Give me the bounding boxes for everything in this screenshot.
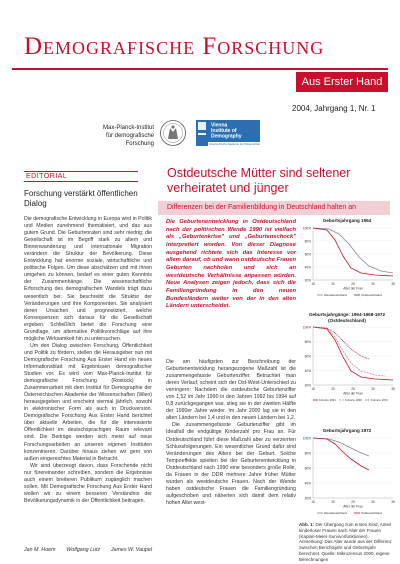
xlabel: Alter der Frau — [343, 391, 363, 396]
figure-caption — [299, 522, 393, 563]
masthead — [0, 0, 400, 72]
vid-logo — [196, 120, 260, 146]
legend-item: Westdeutschland — [324, 510, 347, 515]
ytick: 80% — [304, 239, 311, 243]
article-headline: Ostdeutsche Mütter sind seltener verheiratet und jünger — [167, 166, 351, 195]
legend-item: Ostdeutschland — [361, 510, 382, 515]
legend-item: Westdeutschland — [324, 292, 347, 297]
ytick: 40% — [304, 265, 311, 269]
xtick: 30 — [371, 499, 375, 504]
series-1964-line — [313, 327, 393, 380]
editorial-paragraph: Die demografische Entwicklung in Europa wird in Politik und Medien zunehmend thematisiert, und das aus gutem Grund. Die Geburtenraten sind sehr niedrig; die Gesellschaft ist im Begriff stark zu altern und Binnenwanderung und internationale Migration verändern die Struktur der Bevölkerung. Diese Entwicklung hat enorme soziale, wirtschaftliche und politische Folgen. Um diese abschätzen und mit ihnen umgehen zu können, bedarf es einer guten Kenntnis der Zusammenhänge. Die wissenschaftliche Erforschung des demografischen Wandels trägt dazu wesentlich bei: Sie beschreibt die Struktur der Veränderungen und ihre Komponenten. Sie analysiert deren Ursachen und prognostiziert, welche Konsequenzen sich daraus für die Gesellschaft ergeben. Schließlich bietet die Forschung eine Grundlage, um alternative Politikvorschläge auf ihre mögliche Wirksamkeit hin zu untersuchen. — [24, 216, 152, 342]
masthead-title — [24, 33, 324, 61]
mpi-name-line2: für demografische Forschung — [105, 133, 154, 147]
masthead-rule — [12, 68, 388, 70]
ytick: 80% — [304, 340, 311, 344]
chart-1964 — [299, 218, 395, 298]
series-west-line — [313, 228, 393, 273]
xtick: 15 — [311, 281, 315, 286]
ytick: 100% — [302, 325, 311, 330]
mpi-logo — [153, 119, 193, 147]
xtick: 35 — [391, 281, 395, 286]
xtick: 25 — [351, 281, 355, 286]
xtick: 30 — [371, 387, 375, 391]
masthead-title-text: Demografische Forschung — [24, 33, 325, 60]
chart-title: Geburtsjahrgang 1964 — [322, 218, 372, 223]
article-paragraph: Die am häufigsten zur Beschreibung der Geburtenentwicklung herangezogene Maßzahl ist die zusammengefasste Geburtenziffer. Betrachtet man deren Verlauf, scheint sich der Ost-West-Unterschied zu verringern: Nachdem die ostdeutsche Geburtenziffer von 1,52 im Jahr 1990 in den Jahren 1992 bis 1994 auf 0,8 zurückgegangen war, stieg sie in der zweiten Hälfte der 1990er Jahre wieder. Im Jahr 2000 lag sie in den alten Ländern bei 1,4 und in den neuen Ländern bei 1,2. — [166, 359, 296, 422]
vid-line2: Institute of — [211, 128, 237, 134]
xtick: 25 — [351, 499, 355, 504]
xlabel: Alter der Frau — [343, 286, 363, 290]
xtick: 35 — [391, 499, 395, 504]
article-subheadline: Differenzen bei der Familienbildung in Deutschland halten an — [158, 201, 390, 215]
vid-line3: Demography — [211, 133, 242, 140]
author: Jan M. Hoem — [24, 547, 56, 553]
xtick: 20 — [331, 499, 335, 504]
ytick: 20% — [304, 278, 311, 282]
series-1968-line — [313, 327, 385, 376]
legend-item: Kohorte 1968 — [345, 398, 362, 402]
caption-label: Abb. 1: — [299, 522, 315, 527]
chart-cohorts-east — [299, 312, 395, 403]
xtick: 15 — [311, 499, 315, 504]
vid-line1: Vienna — [211, 122, 228, 129]
article-body — [166, 359, 296, 507]
ytick: 60% — [304, 252, 311, 256]
legend-item: Kohorte 1972 — [371, 398, 388, 402]
author: James W. Vaupel — [110, 547, 152, 553]
article-lead: Die Geburtenentwicklung in Ostdeutschland nach der politischen Wende 1990 ist vielfach als „Geburtenkrise" und „Geburtenschock" interpretiert worden. Von dieser Diagnose ausgehend richtete sich das Interesse vor allem darauf, ob und wann ostdeutsche Frauen Geburten nachholen und sich an westdeutsche Verhältnisse anpassen würden. Neue Analysen zeigen jedoch, dass sich die Familiengründung in den neuen Bundesländern weiter von der in den alten Ländern unterscheidet. — [166, 219, 296, 310]
ytick: 80% — [304, 451, 311, 455]
ytick: 40% — [304, 481, 311, 485]
ytick: 60% — [304, 354, 311, 359]
chart-title: Geburtsjahrgänge: 1964-1968-1972 (Ostdeutschland) — [308, 312, 386, 323]
series-east-line — [313, 228, 393, 276]
editorial-authors — [24, 547, 152, 553]
ytick: 100% — [302, 226, 311, 230]
editorial-paragraph: Wir sind überzeugt davon, dass Forschende nicht nur fürereinander schreiben, sondern die Ergebnisse auch einem breiteren Publikum zugänglich machen sollen. Mit Demografische Forschung Aus Erster Hand wollen wir zu einem besseren Verständnis der Bevölkerungsdynamik in der Öffentlichkeit beitragen. — [24, 462, 152, 504]
ytick: 60% — [304, 466, 311, 470]
mpi-name-line1: Max-Planck-Institut — [102, 125, 154, 131]
ytick: 100% — [302, 436, 311, 440]
legend-item: Ostdeutschland — [361, 292, 382, 297]
caption-text: Der Übergang zum ersten Kind; Anteil kinderloser Frauen nach Alter der Frauen (Kaplan-Meier-Survivorfunktionen). Anmerkung: Das Alter wurde aus der Differenz zwischen Berichtsjahr und Geburtsjahr berechnet. Quelle: Mikrozensus 2000, eigene Berechnungen — [299, 522, 392, 562]
xlabel: Alter der Frau — [343, 504, 363, 508]
chart-1972 — [299, 428, 395, 516]
series-1972-line — [313, 327, 369, 359]
xtick: 20 — [331, 281, 335, 286]
series-west-line — [313, 438, 369, 456]
chart-title: Geburtsjahrgang 1972 — [322, 428, 372, 433]
editorial-paragraph: Um den Dialog zwischen Forschung, Öffentlichkeit und Politik zu fördern, stellen die Herausgeber nun mit Demografische Forschung Aus Erster Hand ein neues Informationsblatt mit Ergebnissen demografischer Studien vor. Es wird vom Max-Planck-Institut für demografische Forschung (Rostock) in Zusammenarbeit mit dem Institut für Demographie der Österreichischen Akademie der Wissenschaften (Wien) herausgegeben und erscheint viermal jährlich, sowohl in elektronischer Form als auch in Druckversion. Demografische Forschung Aus Erster Hand berichtet über aktuelle Arbeiten, die für die interessierte Öffentlichkeit im deutschsprachigen Raum relevant sind. Die Beiträge werden sich meist auf neue Forschungsarbeiten an unseren eigenen Instituten konzentrieren. Darüber hinaus ziehen wir gern von außen eingereichtes Material in Betracht. — [24, 342, 152, 462]
editorial-body — [24, 216, 152, 505]
issue-line: 2004, Jahrgang 1, Nr. 1 — [292, 104, 376, 113]
masthead-subtitle-bar: Aus Erster Hand — [296, 72, 388, 92]
mpi-name — [80, 124, 154, 148]
editorial-heading: Forschung verstärkt öffentlichen Dialog — [24, 189, 138, 208]
xtick: 20 — [331, 387, 335, 391]
ytick: 40% — [304, 369, 311, 373]
ytick: 20% — [304, 496, 311, 500]
vid-line4: Österreichische Akademie der Wissenschaften — [209, 143, 260, 146]
xtick: 15 — [311, 387, 315, 391]
author: Wolfgang Lutz — [66, 547, 101, 553]
ytick: 20% — [304, 383, 311, 388]
legend-item: Kohorte 1964 — [319, 398, 336, 402]
editorial-label: EDITORIAL — [24, 171, 138, 182]
xtick: 25 — [351, 387, 355, 391]
xtick: 35 — [391, 387, 395, 391]
xtick: 30 — [371, 281, 375, 286]
article-paragraph: Die zusammengefasste Geburtenziffer gibt im Idealfall die endgültige Kinderzahl pro Frau an. Für Ostdeutschland führt diese Maßzahl aber zu verzerrten Schlussfolgerungen. Ein wesentlicher Grund dafür sind Veränderungen des Alters bei der Geburt. Solche Tempoeffekte spielten bei der Geburtenentwicklung in Ostdeutschland nach 1990 eine besonders große Rolle, da Frauen in der DDR mehrere Jahre früher Mütter wurden als westdeutsche Frauen. Nach der Wende haben ostdeutsche Frauen die Familiengründung aufgeschoben und näherten sich damit dem relativ hohen Alter west- — [166, 422, 296, 506]
